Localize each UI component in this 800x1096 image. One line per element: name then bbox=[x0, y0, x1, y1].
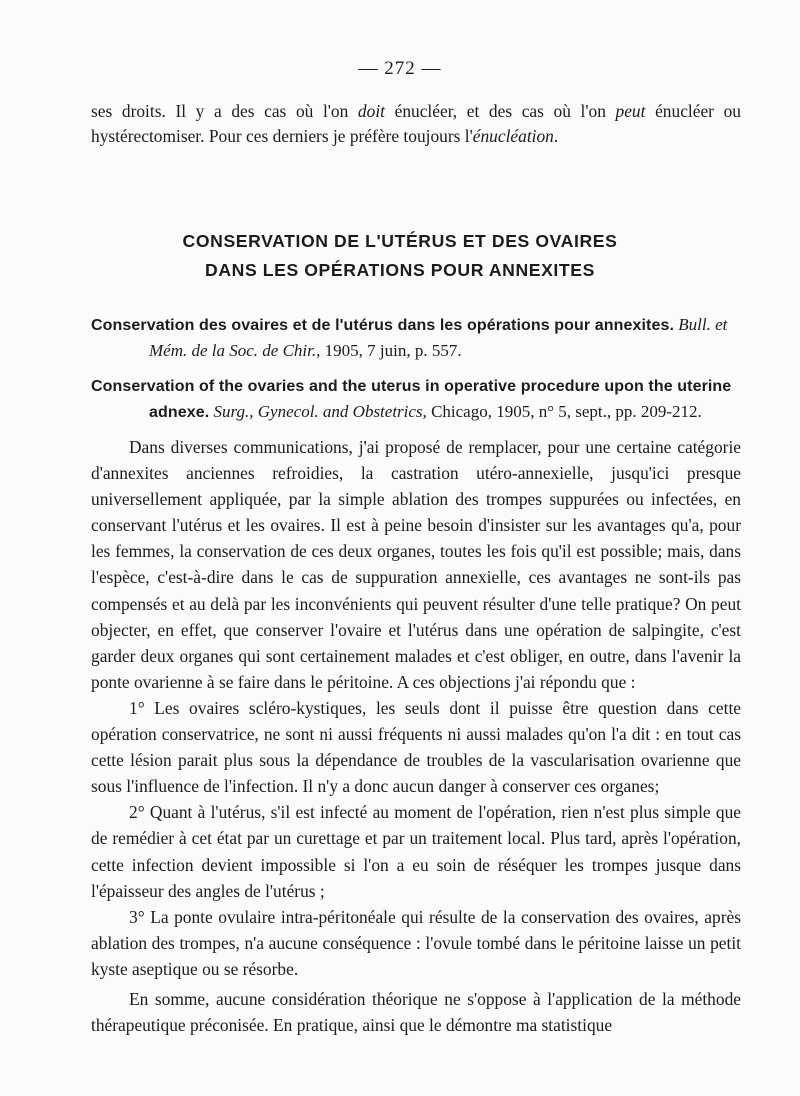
reference-source: Bull. et Mém. de la Soc. de Chir. bbox=[149, 315, 728, 360]
reference-title: Conservation of the ovaries and the uterus in operative procedure upon the uterine adnexe. bbox=[91, 378, 732, 421]
section-title-line-2: DANS LES OPÉRATIONS POUR ANNEXITES bbox=[205, 260, 595, 280]
reference-french bbox=[91, 312, 741, 363]
reference-details: Chicago, 1905, n° 5, sept., pp. 209-212. bbox=[426, 402, 702, 421]
reference-source: Surg., Gynecol. and Obstetrics, bbox=[213, 402, 427, 421]
body-text bbox=[91, 434, 741, 1038]
carryover-emphasis-3: énucléation bbox=[472, 126, 554, 146]
body-paragraph: Dans diverses communications, j'ai proposé de remplacer, pour une certaine catégorie d'annexites anciennes refroidies, la castration utéro-annexielle, jusqu'ici presque universellement appliquée, par la simple ablation des trompes suppurées ou infectées, en conservant l'utérus et les ovaires. Il est à peine besoin d'insister sur les avantages qu'a, pour les femmes, la conservation de ces deux organes, toutes les fois qu'il est possible; mais, dans l'espèce, c'est-à-dire dans le cas de suppuration annexielle, ces avantages ne sont-ils pas compensés et au delà par les inconvénients qui peuvent résulter d'une telle pratique? On peut objecter, en effet, que conserver l'ovaire et l'utérus dans une opération de salpingite, c'est garder deux organes qui sont certainement malades et c'est obliger, en outre, dans l'avenir la ponte ovarienne à se faire dans le péritoine. A ces objections j'ai répondu que : bbox=[91, 437, 741, 692]
carryover-text-3: énucléer ou hystérectomiser. Pour ces derniers je préfère toujours l' bbox=[91, 101, 741, 146]
numbered-paragraph-2: 2° Quant à l'utérus, s'il est infecté au moment de l'opération, rien n'est plus simple que de remédier à cet état par un curettage et par un traitement local. Plus tard, après l'opération, cette infection devient impossible si l'on a eu soin de réséquer les trompes jusque dans l'épaisseur des angles de l'utérus ; bbox=[91, 802, 741, 901]
section-title bbox=[0, 227, 800, 285]
carryover-emphasis-2: peut bbox=[615, 101, 646, 121]
carryover-emphasis-1: doit bbox=[357, 101, 385, 121]
carryover-text-2: énucléer, et des cas où l'on bbox=[384, 101, 616, 121]
numbered-paragraph-1: 1° Les ovaires scléro-kystiques, les seuls dont il puisse être question dans cette opération conservatrice, ne sont ni aussi fréquents ni aussi malades qu'on l'a dit : en tout cas cette lésion parait plus sous la dépendance de troubles de la vascularisation ovarienne que sous l'influence de l'infection. Il n'y a donc aucun danger à conserver ces organes; bbox=[91, 697, 741, 797]
carryover-paragraph bbox=[91, 99, 741, 149]
reference-title: Conservation des ovaires et de l'utérus dans les opérations pour annexites. bbox=[91, 317, 675, 334]
reference-details: , 1905, 7 juin, p. 557. bbox=[316, 341, 462, 360]
numbered-paragraph-3: 3° La ponte ovulaire intra-péritonéale qui résulte de la conservation des ovaires, après ablation des trompes, n'a aucune conséquence : l'ovule tombé dans le péritoine laisse un petit kyste aseptique ou se résorbe. bbox=[91, 906, 741, 979]
body-paragraph: En somme, aucune considération théorique ne s'oppose à l'application de la méthode thérapeutique préconisée. En pratique, ainsi que le démontre ma statistique bbox=[91, 988, 741, 1036]
reference-english bbox=[91, 373, 741, 425]
section-title-line-1: CONSERVATION DE L'UTÉRUS ET DES OVAIRES bbox=[182, 231, 618, 251]
page-number: — 272 — bbox=[358, 58, 442, 79]
carryover-text-4: . bbox=[553, 126, 559, 146]
carryover-text-1: ses droits. Il y a des cas où l'on bbox=[91, 101, 358, 121]
